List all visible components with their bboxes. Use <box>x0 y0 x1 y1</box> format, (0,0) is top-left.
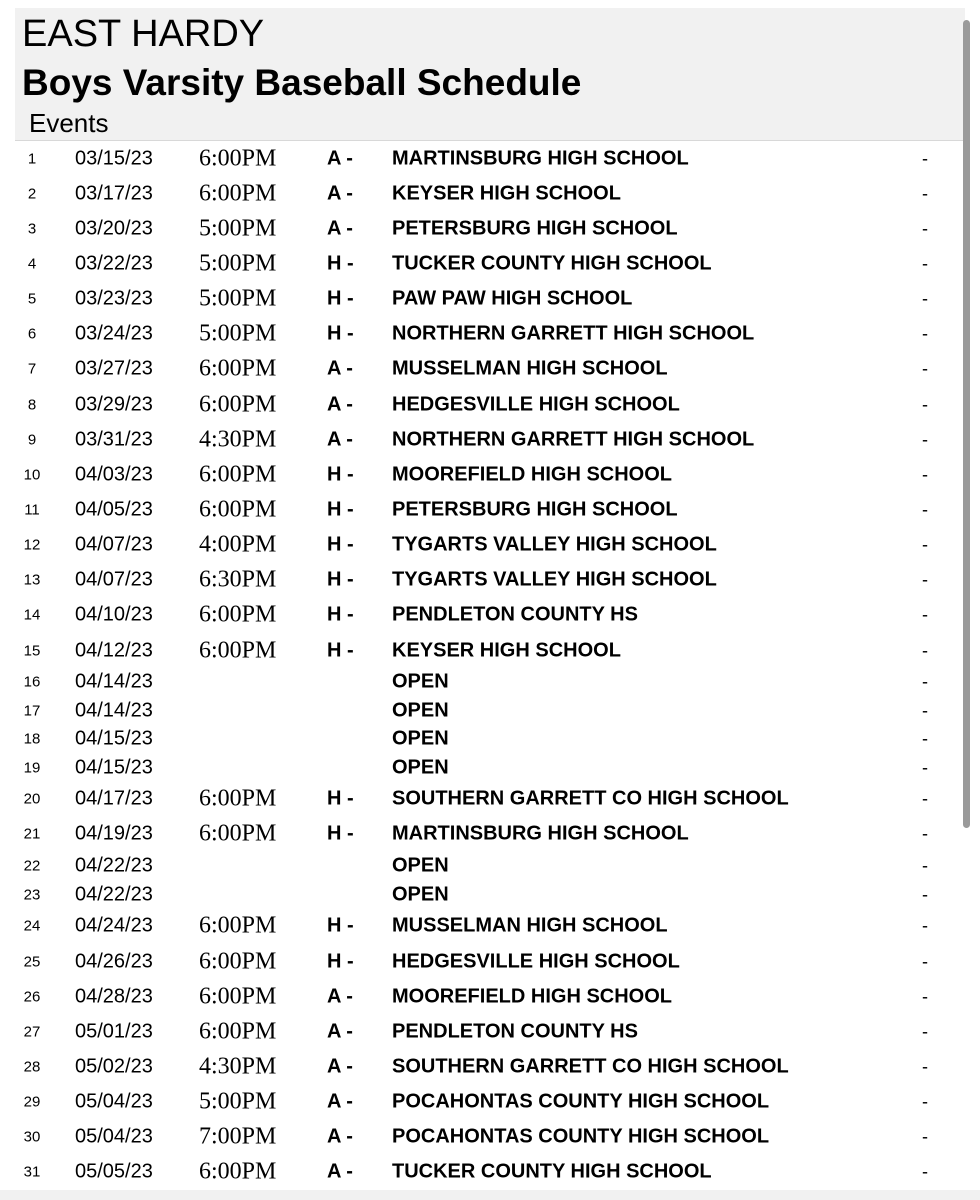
game-result: - <box>922 951 928 972</box>
game-time: 6:00PM <box>199 496 277 523</box>
table-row <box>0 492 980 527</box>
game-date: 03/23/23 <box>75 287 153 310</box>
game-date: 04/22/23 <box>75 854 153 877</box>
game-result: - <box>922 700 928 721</box>
game-date: 04/07/23 <box>75 533 153 556</box>
game-time: 6:00PM <box>199 145 277 172</box>
opponent-name: NORTHERN GARRETT HIGH SCHOOL <box>392 428 755 451</box>
game-number: 31 <box>23 1163 41 1181</box>
game-time: 6:00PM <box>199 461 277 488</box>
scrollbar-thumb[interactable] <box>963 20 970 828</box>
game-location: A - <box>327 393 353 416</box>
game-number: 30 <box>23 1128 41 1146</box>
table-row <box>0 1049 980 1084</box>
game-result: - <box>922 640 928 661</box>
game-date: 03/22/23 <box>75 252 153 275</box>
opponent-name: OPEN <box>392 670 449 693</box>
opponent-name: MARTINSBURG HIGH SCHOOL <box>392 147 689 170</box>
schedule-header <box>15 8 965 140</box>
page-footer <box>0 1190 980 1200</box>
opponent-name: PETERSBURG HIGH SCHOOL <box>392 498 678 521</box>
table-row <box>0 457 980 492</box>
opponent-name: MUSSELMAN HIGH SCHOOL <box>392 914 668 937</box>
opponent-name: POCAHONTAS COUNTY HIGH SCHOOL <box>392 1125 770 1148</box>
game-date: 04/14/23 <box>75 699 153 722</box>
vertical-scrollbar[interactable] <box>963 0 971 830</box>
game-location: H - <box>327 322 354 345</box>
game-number: 2 <box>27 185 37 203</box>
opponent-name: OPEN <box>392 727 449 750</box>
table-row <box>0 979 980 1014</box>
game-time: 6:00PM <box>199 912 277 939</box>
opponent-name: OPEN <box>392 883 449 906</box>
opponent-name: PENDLETON COUNTY HS <box>392 1020 638 1043</box>
game-result: - <box>922 884 928 905</box>
game-location: H - <box>327 822 354 845</box>
game-location: H - <box>327 498 354 521</box>
game-time: 4:30PM <box>199 1053 277 1080</box>
game-result: - <box>922 604 928 625</box>
game-number: 3 <box>27 220 37 238</box>
opponent-name: MUSSELMAN HIGH SCHOOL <box>392 357 668 380</box>
game-number: 14 <box>23 606 41 624</box>
game-result: - <box>922 728 928 749</box>
game-result: - <box>922 323 928 344</box>
game-result: - <box>922 1126 928 1147</box>
table-row <box>0 563 980 598</box>
game-date: 03/29/23 <box>75 393 153 416</box>
table-row <box>0 176 980 211</box>
game-location: A - <box>327 1125 353 1148</box>
game-date: 04/03/23 <box>75 463 153 486</box>
game-time: 6:00PM <box>199 983 277 1010</box>
table-row <box>0 782 980 817</box>
game-date: 04/26/23 <box>75 950 153 973</box>
game-location: A - <box>327 428 353 451</box>
game-location: H - <box>327 463 354 486</box>
game-number: 7 <box>27 360 37 378</box>
game-number: 17 <box>23 702 41 720</box>
opponent-name: SOUTHERN GARRETT CO HIGH SCHOOL <box>392 1055 789 1078</box>
table-row <box>0 352 980 387</box>
game-number: 22 <box>23 857 41 875</box>
game-number: 15 <box>23 642 41 660</box>
table-row <box>0 422 980 457</box>
game-result: - <box>922 986 928 1007</box>
game-time: 6:00PM <box>199 601 277 628</box>
game-number: 26 <box>23 988 41 1006</box>
game-number: 24 <box>23 917 41 935</box>
game-time: 6:00PM <box>199 785 277 812</box>
table-row <box>0 317 980 352</box>
game-date: 04/12/23 <box>75 639 153 662</box>
page-title: Boys Varsity Baseball Schedule <box>22 62 582 103</box>
opponent-name: HEDGESVILLE HIGH SCHOOL <box>392 950 680 973</box>
game-time: 4:00PM <box>199 531 277 558</box>
game-number: 25 <box>23 953 41 971</box>
game-date: 03/15/23 <box>75 147 153 170</box>
game-location: H - <box>327 568 354 591</box>
game-result: - <box>922 1161 928 1182</box>
game-location: H - <box>327 252 354 275</box>
game-number: 20 <box>23 790 41 808</box>
game-result: - <box>922 218 928 239</box>
opponent-name: POCAHONTAS COUNTY HIGH SCHOOL <box>392 1090 770 1113</box>
game-time: 5:00PM <box>199 285 277 312</box>
game-date: 04/10/23 <box>75 603 153 626</box>
game-location: A - <box>327 217 353 240</box>
game-date: 03/20/23 <box>75 217 153 240</box>
game-date: 04/05/23 <box>75 498 153 521</box>
game-date: 04/19/23 <box>75 822 153 845</box>
table-row <box>0 1120 980 1155</box>
opponent-name: SOUTHERN GARRETT CO HIGH SCHOOL <box>392 787 789 810</box>
opponent-name: TYGARTS VALLEY HIGH SCHOOL <box>392 568 717 591</box>
game-number: 29 <box>23 1093 41 1111</box>
game-result: - <box>922 148 928 169</box>
game-location: A - <box>327 1055 353 1078</box>
table-row <box>0 668 980 696</box>
table-row <box>0 1014 980 1049</box>
game-number: 1 <box>27 150 37 168</box>
table-row <box>0 852 980 880</box>
game-result: - <box>922 394 928 415</box>
game-location: A - <box>327 985 353 1008</box>
opponent-name: NORTHERN GARRETT HIGH SCHOOL <box>392 322 755 345</box>
table-row <box>0 1085 980 1120</box>
game-location: A - <box>327 1160 353 1183</box>
game-date: 04/14/23 <box>75 670 153 693</box>
game-time: 5:00PM <box>199 1088 277 1115</box>
opponent-name: KEYSER HIGH SCHOOL <box>392 639 621 662</box>
game-number: 27 <box>23 1023 41 1041</box>
table-row <box>0 141 980 176</box>
game-date: 05/05/23 <box>75 1160 153 1183</box>
opponent-name: TUCKER COUNTY HIGH SCHOOL <box>392 1160 712 1183</box>
game-time: 5:00PM <box>199 215 277 242</box>
table-row <box>0 725 980 753</box>
table-row <box>0 528 980 563</box>
game-location: H - <box>327 603 354 626</box>
game-location: A - <box>327 1020 353 1043</box>
game-date: 04/07/23 <box>75 568 153 591</box>
school-name: EAST HARDY <box>22 13 265 55</box>
game-date: 05/04/23 <box>75 1125 153 1148</box>
game-location: A - <box>327 357 353 380</box>
game-date: 04/28/23 <box>75 985 153 1008</box>
game-result: - <box>922 1056 928 1077</box>
opponent-name: MOOREFIELD HIGH SCHOOL <box>392 985 672 1008</box>
game-result: - <box>922 671 928 692</box>
game-result: - <box>922 823 928 844</box>
game-result: - <box>922 499 928 520</box>
game-number: 4 <box>27 255 37 273</box>
opponent-name: MARTINSBURG HIGH SCHOOL <box>392 822 689 845</box>
game-result: - <box>922 183 928 204</box>
opponent-name: MOOREFIELD HIGH SCHOOL <box>392 463 672 486</box>
table-row <box>0 817 980 852</box>
game-date: 05/02/23 <box>75 1055 153 1078</box>
game-time: 5:00PM <box>199 250 277 277</box>
table-row <box>0 753 980 781</box>
game-location: H - <box>327 639 354 662</box>
opponent-name: TYGARTS VALLEY HIGH SCHOOL <box>392 533 717 556</box>
game-result: - <box>922 358 928 379</box>
game-date: 04/22/23 <box>75 883 153 906</box>
game-result: - <box>922 1021 928 1042</box>
game-date: 03/31/23 <box>75 428 153 451</box>
game-date: 03/27/23 <box>75 357 153 380</box>
game-number: 11 <box>24 501 40 519</box>
opponent-name: OPEN <box>392 699 449 722</box>
game-result: - <box>922 757 928 778</box>
game-number: 6 <box>27 325 37 343</box>
game-number: 28 <box>23 1058 41 1076</box>
game-result: - <box>922 855 928 876</box>
table-row <box>0 909 980 944</box>
game-location: H - <box>327 787 354 810</box>
game-time: 6:00PM <box>199 1018 277 1045</box>
game-number: 18 <box>23 730 41 748</box>
game-number: 8 <box>27 396 37 414</box>
game-location: H - <box>327 914 354 937</box>
game-date: 05/04/23 <box>75 1090 153 1113</box>
game-number: 10 <box>23 466 41 484</box>
game-number: 13 <box>23 571 41 589</box>
game-result: - <box>922 915 928 936</box>
opponent-name: PAW PAW HIGH SCHOOL <box>392 287 633 310</box>
game-result: - <box>922 569 928 590</box>
game-date: 05/01/23 <box>75 1020 153 1043</box>
opponent-name: OPEN <box>392 756 449 779</box>
table-row <box>0 944 980 979</box>
game-location: A - <box>327 182 353 205</box>
game-location: A - <box>327 1090 353 1113</box>
game-number: 5 <box>27 290 37 308</box>
game-time: 4:30PM <box>199 426 277 453</box>
game-result: - <box>922 429 928 450</box>
game-time: 7:00PM <box>199 1123 277 1150</box>
table-row <box>0 697 980 725</box>
game-time: 6:00PM <box>199 948 277 975</box>
table-row <box>0 1155 980 1190</box>
game-date: 03/17/23 <box>75 182 153 205</box>
game-result: - <box>922 253 928 274</box>
opponent-name: HEDGESVILLE HIGH SCHOOL <box>392 393 680 416</box>
table-row <box>0 282 980 317</box>
game-result: - <box>922 788 928 809</box>
opponent-name: TUCKER COUNTY HIGH SCHOOL <box>392 252 712 275</box>
game-time: 6:00PM <box>199 1158 277 1185</box>
table-row <box>0 598 980 633</box>
table-row <box>0 880 980 908</box>
events-section-label: Events <box>29 108 109 138</box>
table-row <box>0 246 980 281</box>
game-number: 16 <box>23 673 41 691</box>
game-number: 23 <box>23 886 41 904</box>
game-result: - <box>922 1091 928 1112</box>
game-date: 04/17/23 <box>75 787 153 810</box>
game-result: - <box>922 288 928 309</box>
opponent-name: KEYSER HIGH SCHOOL <box>392 182 621 205</box>
game-date: 04/15/23 <box>75 756 153 779</box>
game-time: 6:00PM <box>199 180 277 207</box>
game-time: 5:00PM <box>199 320 277 347</box>
game-number: 9 <box>27 431 37 449</box>
game-location: H - <box>327 533 354 556</box>
game-number: 21 <box>23 825 41 843</box>
game-time: 6:00PM <box>199 820 277 847</box>
game-location: H - <box>327 287 354 310</box>
game-time: 6:30PM <box>199 566 277 593</box>
game-location: H - <box>327 950 354 973</box>
opponent-name: PENDLETON COUNTY HS <box>392 603 638 626</box>
game-time: 6:00PM <box>199 391 277 418</box>
table-row <box>0 387 980 422</box>
game-location: A - <box>327 147 353 170</box>
game-time: 6:00PM <box>199 355 277 382</box>
opponent-name: OPEN <box>392 854 449 877</box>
opponent-name: PETERSBURG HIGH SCHOOL <box>392 217 678 240</box>
game-number: 12 <box>23 536 41 554</box>
game-date: 04/15/23 <box>75 727 153 750</box>
table-row <box>0 211 980 246</box>
game-date: 04/24/23 <box>75 914 153 937</box>
game-number: 19 <box>23 759 41 777</box>
game-time: 6:00PM <box>199 637 277 664</box>
game-result: - <box>922 464 928 485</box>
game-result: - <box>922 534 928 555</box>
game-date: 03/24/23 <box>75 322 153 345</box>
table-row <box>0 633 980 668</box>
